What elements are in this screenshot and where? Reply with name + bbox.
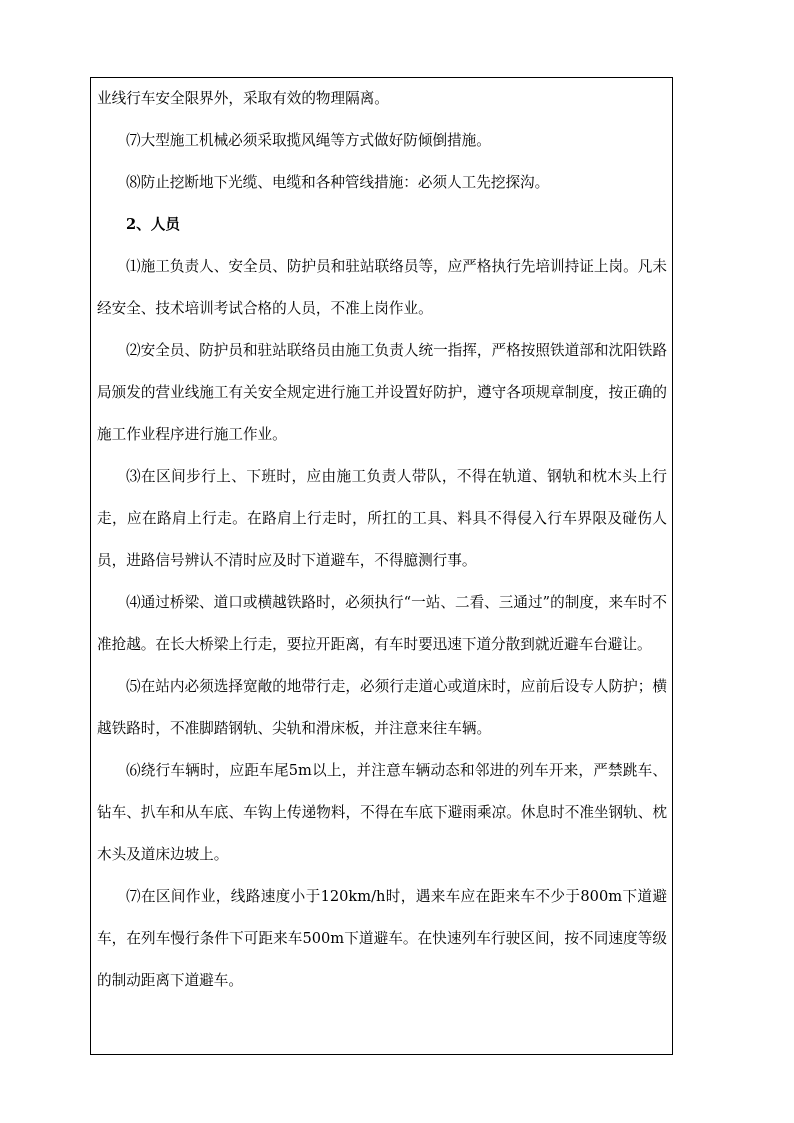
paragraph-item-7-speed: ⑺在区间作业，线路速度小于120km/h时，遇来车应在距来车不少于800m下道避车，在列车慢行条件下可距来车500m下道避车。在快速列车行驶区间，按不同速度等级的制动距离下道避车。 — [97, 888, 667, 989]
paragraph-item-8-cables: ⑻防止挖断地下光缆、电缆和各种管线措施：必须人工先挖探沟。 — [126, 174, 550, 191]
paragraph-item-7-machinery: ⑺大型施工机械必须采取揽风绳等方式做好防倾倒措施。 — [126, 132, 491, 149]
section-heading-personnel: 2、人员 — [126, 216, 180, 233]
paragraph-item-2-command: ⑵安全员、防护员和驻站联络员由施工负责人统一指挥，严格按照铁道部和沈阳铁路局颁发的营业线施工有关安全规定进行施工并设置好防护，遵守各项规章制度，按正确的施工作业程序进行施工作业。 — [97, 342, 667, 443]
paragraph-item-5-station: ⑸在站内必须选择宽敞的地带行走，必须行走道心或道床时，应前后设专人防护；横越铁路时，不准脚踏钢轨、尖轨和滑床板，并注意来往车辆。 — [97, 678, 667, 737]
document-body — [97, 78, 667, 1002]
paragraph-item-4-crossing: ⑷通过桥梁、道口或横越铁路时，必须执行“一站、二看、三通过”的制度，来车时不准抢越。在长大桥梁上行走，要拉开距离，有车时要迅速下道分散到就近避车台避让。 — [97, 594, 667, 653]
paragraph-item-3-walking: ⑶在区间步行上、下班时，应由施工负责人带队，不得在轨道、钢轨和枕木头上行走，应在路肩上行走。在路肩上行走时，所扛的工具、料具不得侵入行车界限及碰伤人员，进路信号辨认不清时应及时下道避车，不得臆测行事。 — [97, 468, 667, 569]
paragraph-item-6-vehicles: ⑹绕行车辆时，应距车尾5m以上，并注意车辆动态和邻进的列车开来，严禁跳车、钻车、扒车和从车底、车钩上传递物料，不得在车底下避雨乘凉。休息时不准坐钢轨、枕木头及道床边坡上。 — [97, 762, 667, 863]
paragraph-continuation: 业线行车安全限界外，采取有效的物理隔离。 — [97, 90, 389, 107]
paragraph-item-1-training: ⑴施工负责人、安全员、防护员和驻站联络员等，应严格执行先培训持证上岗。凡未经安全、技术培训考试合格的人员，不准上岗作业。 — [97, 258, 667, 317]
